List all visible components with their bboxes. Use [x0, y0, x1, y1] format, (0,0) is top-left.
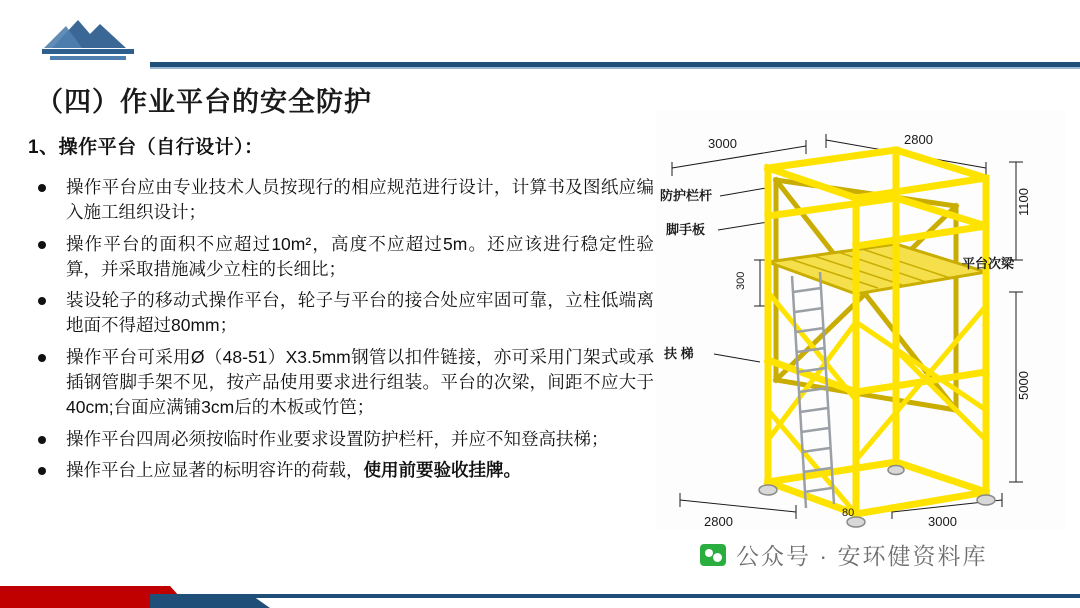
- list-item-text-bold: 使用前要验收挂牌。: [363, 460, 521, 481]
- brand-text: 公众号 · 安环健资料库: [736, 543, 988, 569]
- slide-header: [0, 0, 1080, 72]
- label-ladder: 扶 梯: [664, 346, 694, 361]
- bullet-dot-icon: [38, 354, 46, 362]
- list-item: [24, 345, 654, 420]
- slide-footer: [0, 582, 1080, 608]
- bullet-dot-icon: [38, 184, 46, 192]
- list-item: [24, 427, 654, 452]
- header-rule-light: [150, 67, 1080, 69]
- dim-top-left: 3000: [708, 136, 737, 151]
- label-guard-rail: 防护栏杆: [660, 188, 713, 203]
- list-item-highlight: [24, 458, 654, 483]
- list-item: [24, 288, 654, 338]
- list-item-text: 装设轮子的移动式操作平台，轮子与平台的接合处应牢固可靠，立柱低端离地面不得超过80mm；: [66, 290, 654, 336]
- mountain-logo-icon: [40, 8, 150, 64]
- content-column: [24, 132, 654, 490]
- bullet-dot-icon: [38, 297, 46, 305]
- brand-watermark: [700, 538, 987, 571]
- section-subheading: 1、操作平台（自行设计）：: [28, 137, 264, 158]
- list-item-text: 操作平台应由专业技术人员按现行的相应规范进行设计，计算书及图纸应编入施工组织设计；: [66, 177, 654, 222]
- label-secondary-beam: 平台次梁: [962, 256, 1015, 271]
- list-item-text: 操作平台四周必须按临时作业要求设置防护栏杆，并应不知登高扶梯；: [66, 428, 609, 449]
- bullet-dot-icon: [38, 241, 46, 249]
- dim-bottom-left: 2800: [704, 514, 733, 529]
- dim-base-80: 80: [842, 507, 855, 519]
- list-item: [24, 232, 654, 282]
- dim-small-300: 300: [735, 271, 747, 290]
- label-scaffold-board: 脚手板: [666, 222, 706, 237]
- bullet-dot-icon: [38, 467, 46, 475]
- list-item-text: 操作平台的面积不应超过10m²，高度不应超过5m。还应该进行稳定性验算，并采取措施减少立柱的长细比；: [66, 233, 654, 279]
- list-item-text: 操作平台可采用Ø（48-51）X3.5mm钢管以扣件链接，亦可采用门架式或承插钢管脚手架不见，按产品使用要求进行组装。平台的次梁，间距不应大于40cm;台面应满铺3cm后的木板或竹笆；: [66, 347, 654, 417]
- bullet-dot-icon: [38, 436, 46, 444]
- wechat-icon: [700, 544, 726, 566]
- dim-right-upper: 1100: [1016, 188, 1031, 216]
- footer-wedge-blue: [150, 594, 270, 608]
- list-item: [24, 175, 654, 225]
- list-item-text-plain: 操作平台上应显著的标明容许的荷载，: [66, 460, 364, 481]
- page-title: （四）作业平台的安全防护: [36, 87, 372, 117]
- dim-bottom-right: 3000: [928, 514, 957, 529]
- dim-top-right: 2800: [904, 132, 933, 147]
- bullet-list: [24, 175, 654, 483]
- dim-right-lower: 5000: [1016, 371, 1031, 400]
- platform-diagram: [656, 110, 1066, 530]
